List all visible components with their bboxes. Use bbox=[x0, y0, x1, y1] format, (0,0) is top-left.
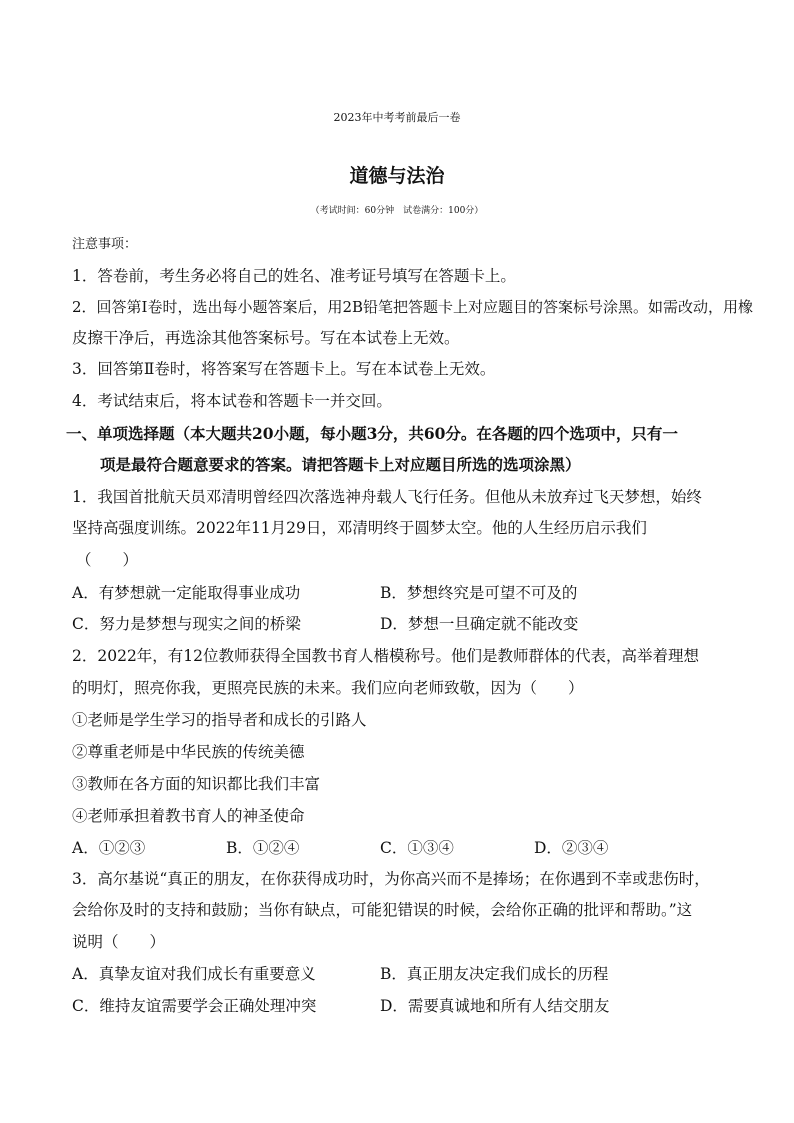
question-3-option-c: C．维持友谊需要学会正确处理冲突 bbox=[72, 997, 317, 1015]
question-2-statement: ②尊重老师是中华民族的传统美德 bbox=[72, 743, 305, 761]
question-2-option-a: A．①②③ bbox=[72, 839, 146, 857]
question-1-option-b: B．梦想终究是可望不可及的 bbox=[380, 584, 578, 602]
section-heading: 一、单项选择题（本大题共20小题，每小题3分，共60分。在各题的四个选项中，只有一 bbox=[66, 424, 678, 443]
notice-item: 皮擦干净后，再选涂其他答案标号。写在本试卷上无效。 bbox=[72, 329, 460, 347]
notice-item: 1．答卷前，考生务必将自己的姓名、准考证号填写在答题卡上。 bbox=[72, 267, 516, 285]
question-2-option-b: B．①②④ bbox=[226, 839, 300, 857]
question-1-option-c: C．努力是梦想与现实之间的桥梁 bbox=[72, 615, 301, 633]
notice-item: 4．考试结束后，将本试卷和答题卡一并交回。 bbox=[72, 392, 392, 410]
question-1-stem: 坚持高强度训练。2022年11月29日，邓清明终于圆梦太空。他的人生经历启示我们 bbox=[72, 519, 647, 537]
question-3-option-b: B．真正朋友决定我们成长的历程 bbox=[380, 965, 609, 983]
question-2-stem: 2．2022年，有12位教师获得全国教书育人楷模称号。他们是教师群体的代表，高举着理想 bbox=[72, 647, 700, 665]
exam-title: 2023年中考考前最后一卷 bbox=[333, 111, 461, 124]
question-2-statement: ①老师是学生学习的指导者和成长的引路人 bbox=[72, 711, 367, 729]
question-3-stem: 3．高尔基说“真正的朋友，在你获得成功时，为你高兴而不是捧场；在你遇到不幸或悲伤时， bbox=[72, 870, 710, 888]
notice-item: 2．回答第Ⅰ卷时，选出每小题答案后，用2B铅笔把答题卡上对应题目的答案标号涂黑。如需改动，用橡 bbox=[72, 298, 754, 316]
question-2-stem: 的明灯，照亮你我，更照亮民族的未来。我们应向老师致敬，因为（ ） bbox=[72, 679, 584, 697]
exam-info: （考试时间：60分钟 试卷满分：100分） bbox=[310, 206, 484, 216]
question-2-statement: ③教师在各方面的知识都比我们丰富 bbox=[72, 775, 321, 793]
question-2-option-d: D．②③④ bbox=[534, 839, 609, 857]
question-1-stem: 1．我国首批航天员邓清明曾经四次落选神舟载人飞行任务。但他从未放弃过飞天梦想，始终 bbox=[72, 488, 702, 506]
question-1-option-a: A．有梦想就一定能取得事业成功 bbox=[72, 584, 301, 602]
question-1-blank: （ ） bbox=[76, 551, 139, 569]
question-3-option-d: D．需要真诚地和所有人结交朋友 bbox=[380, 997, 610, 1015]
notice-item: 3．回答第Ⅱ卷时，将答案写在答题卡上。写在本试卷上无效。 bbox=[72, 360, 496, 378]
question-2-option-c: C．①③④ bbox=[380, 839, 454, 857]
question-3-stem: 会给你及时的支持和鼓励；当你有缺点，可能犯错误的时候，会给你正确的批评和帮助。”这 bbox=[72, 901, 693, 919]
subject-title: 道德与法治 bbox=[349, 165, 445, 187]
question-1-option-d: D．梦想一旦确定就不能改变 bbox=[380, 615, 579, 633]
question-3-stem: 说明（ ） bbox=[72, 933, 166, 951]
section-heading-cont: 项是最符合题意要求的答案。请把答题卡上对应题目所选的选项涂黑） bbox=[100, 455, 581, 474]
question-3-option-a: A．真挚友谊对我们成长有重要意义 bbox=[72, 965, 316, 983]
notice-heading: 注意事项： bbox=[72, 237, 138, 252]
question-2-statement: ④老师承担着教书育人的神圣使命 bbox=[72, 807, 305, 825]
